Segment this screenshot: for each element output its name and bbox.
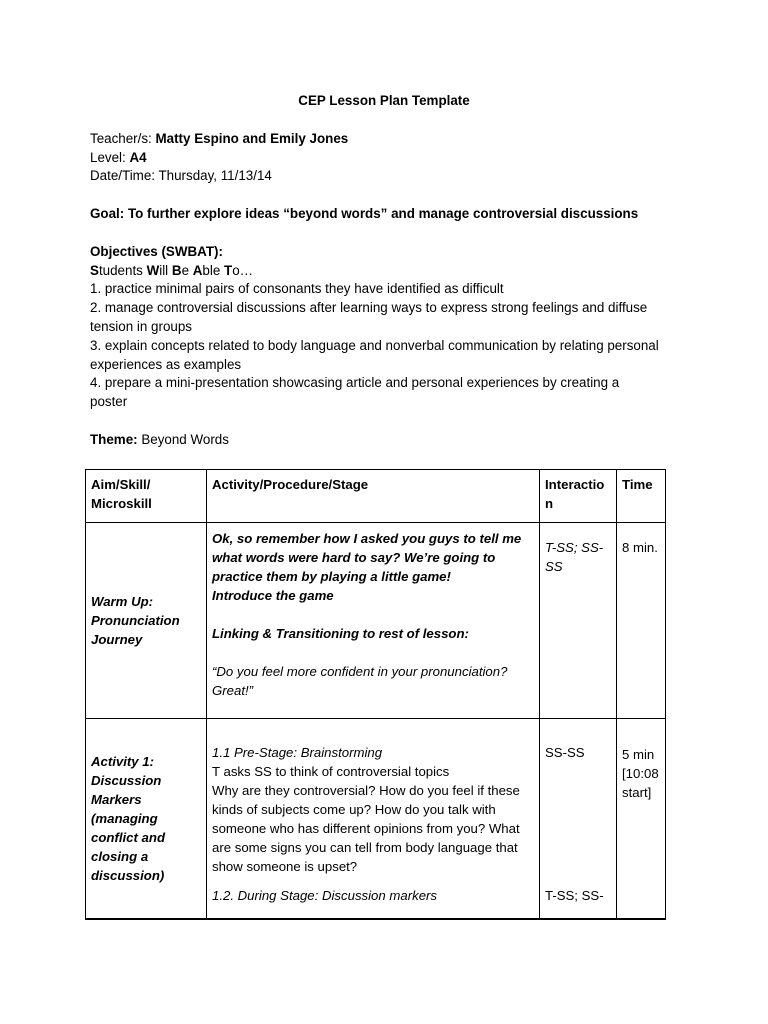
activity-quote: “Do you feel more confident in your pronunciation? Great!” [212, 664, 508, 698]
header-time: Time [617, 470, 666, 523]
header-interaction: Interactio n [540, 470, 617, 523]
activity-intro: Introduce the game [212, 588, 334, 603]
theme-label: Theme: [90, 432, 142, 447]
objective-line: experiences as examples [90, 357, 242, 372]
swbat-text: ble [202, 263, 224, 278]
objectives-heading: Objectives (SWBAT): [90, 244, 223, 259]
level-line [90, 149, 147, 167]
header-aim: Aim/Skill/ Microskill [86, 470, 207, 523]
swbat-line [90, 262, 253, 280]
document-title: CEP Lesson Plan Template [298, 93, 470, 108]
table-row [86, 719, 666, 919]
goal-line [90, 205, 638, 223]
theme-value: Beyond Words [141, 432, 229, 447]
time-cell [617, 523, 666, 719]
activity-cell [207, 719, 540, 919]
level-value: A4 [129, 150, 147, 165]
activity-link: Linking & Transitioning to rest of lesson: [212, 626, 469, 641]
objective-line: 4. prepare a mini-presentation showcasing article and personal experiences by creating a [90, 375, 620, 390]
swbat-letter: A [192, 263, 203, 278]
date-label: Date/Time: [90, 168, 159, 183]
objective-line: 1. practice minimal pairs of consonants they have identified as difficult [90, 281, 504, 296]
level-label: Level: [90, 150, 130, 165]
stage-questions: Why are they controversial? How do you feel if these kinds of subjects come up? How do you talk with someone who has different opinions from you? What are some signs you can tell from body language that show someone is upset? [212, 783, 520, 874]
date-line [90, 167, 272, 185]
date-value: Thursday, 11/13/14 [158, 168, 272, 183]
swbat-text: o… [232, 263, 254, 278]
swbat-letter: W [146, 263, 160, 278]
theme-line [90, 431, 229, 449]
swbat-text: ill [159, 263, 172, 278]
objective-line: 3. explain concepts related to body language and nonverbal communication by relating personal [90, 338, 659, 353]
activity-script: Ok, so remember how I asked you guys to tell me what words were hard to say? We’re going to practice them by playing a little game! [212, 531, 522, 584]
objective-line: poster [90, 394, 128, 409]
aim-cell: Activity 1: Discussion Markers (managing conflict and closing a discussion) [86, 719, 207, 919]
objective-line: 2. manage controversial discussions after learning ways to express strong feelings and diffuse [90, 300, 648, 315]
goal-value: To further explore ideas “beyond words” and manage controversial discussions [127, 206, 639, 221]
teacher-line [90, 130, 348, 148]
header-activity: Activity/Procedure/Stage [207, 470, 540, 523]
interaction-cell [540, 523, 617, 719]
swbat-text: e [181, 263, 193, 278]
interaction-cell [540, 719, 617, 919]
swbat-letter: T [224, 263, 233, 278]
goal-label: Goal: [90, 206, 128, 221]
interaction-value: T-SS; SS-SS [545, 540, 604, 574]
aim-cell: Warm Up: Pronunciation Journey [86, 523, 207, 719]
table-row [86, 523, 666, 719]
teacher-label: Teacher/s: [90, 131, 156, 146]
stage-heading: 1.2. During Stage: Discussion markers [212, 888, 438, 903]
swbat-text: tudents [98, 263, 147, 278]
time-cell [617, 719, 666, 919]
swbat-letter: S [90, 263, 99, 278]
stage-heading: 1.1 Pre-Stage: Brainstorming [212, 745, 383, 760]
interaction-value: SS-SS [545, 745, 585, 760]
stage-text: T asks SS to think of controversial topics [212, 764, 450, 779]
interaction-value: T-SS; SS- [545, 888, 604, 903]
time-value: 8 min. [622, 540, 658, 555]
swbat-letter: B [171, 263, 182, 278]
teacher-value: Matty Espino and Emily Jones [155, 131, 349, 146]
time-value: 5 min [10:08 start] [622, 747, 659, 800]
table-header-row [86, 470, 666, 523]
lesson-plan-table [85, 469, 666, 920]
objective-line: tension in groups [90, 319, 192, 334]
activity-cell [207, 523, 540, 719]
